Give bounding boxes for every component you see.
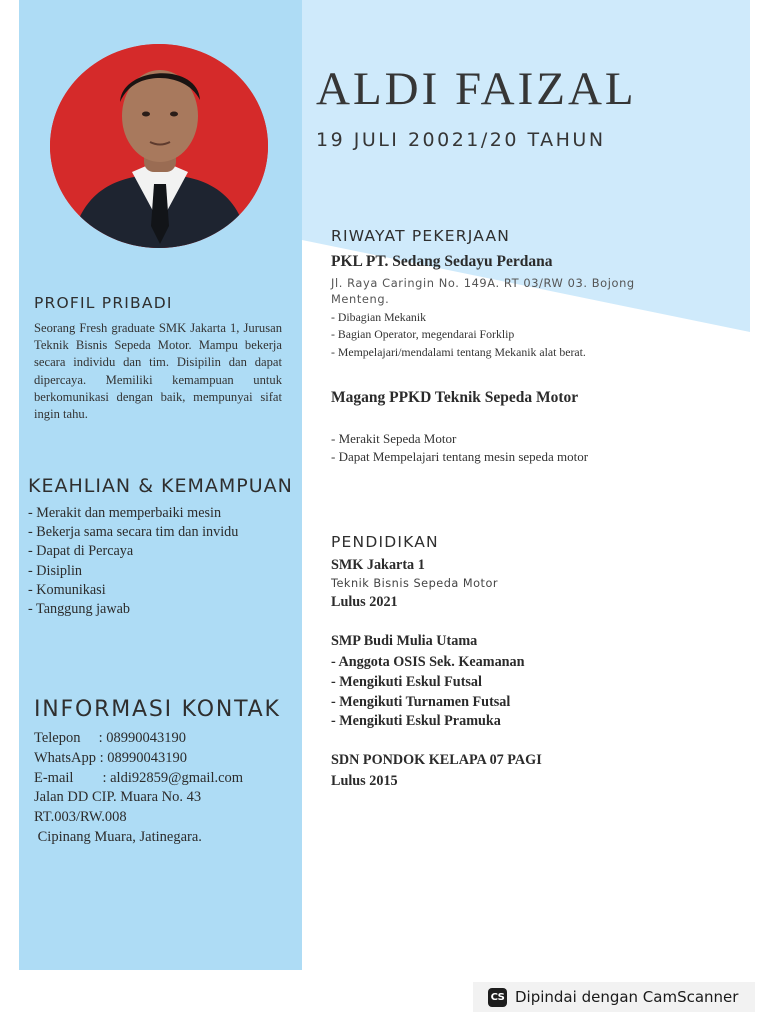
internship-duties-list <box>331 430 588 466</box>
profile-photo <box>50 44 268 248</box>
skill-item: - Merakit dan memperbaiki mesin <box>28 505 222 521</box>
job-title: PKL PT. Sedang Sedayu Perdana <box>331 253 553 270</box>
skill-item: - Komunikasi <box>28 581 106 598</box>
smp-activity-item: - Mengikuti Turnamen Futsal <box>331 693 511 710</box>
contact-address-street: Jalan DD CIP. Muara No. 43 <box>34 789 202 806</box>
contact-address-area: Cipinang Muara, Jatinegara. <box>34 828 202 845</box>
skill-item: - Disiplin <box>28 562 82 579</box>
sdn-graduation: Lulus 2015 <box>331 773 398 789</box>
contact-info <box>34 729 243 848</box>
camscanner-text: Dipindai dengan CamScanner <box>515 988 739 1006</box>
skill-item: - Tanggung jawab <box>28 601 130 618</box>
contact-phone: Telepon : 08990043190 <box>34 730 187 746</box>
job-address: Jl. Raya Caringin No. 149A. RT 03/RW 03. Bojong Menteng. <box>331 276 635 306</box>
internship-duty-item: - Dapat Mempelajari tentang mesin sepeda motor <box>331 449 589 464</box>
smk-major: Teknik Bisnis Sepeda Motor <box>331 577 499 590</box>
person-portrait-icon <box>50 44 268 248</box>
job-duty-item: - Bagian Operator, megendarai Forklip <box>331 327 515 342</box>
job-duty-item: - Mempelajari/mendalami tentang Mekanik alat berat. <box>331 344 586 359</box>
camscanner-badge <box>473 982 755 1012</box>
smp-activity-item: - Anggota OSIS Sek. Keamanan <box>331 654 525 670</box>
camscanner-icon: CS <box>488 988 507 1007</box>
smp-activities-list <box>331 653 525 732</box>
job-duty-item: - Dibagian Mekanik <box>331 310 427 324</box>
profile-heading: PROFIL PRIBADI <box>34 294 173 312</box>
contact-email: E-mail : aldi92859@gmail.com <box>34 769 244 786</box>
skills-list <box>28 504 238 619</box>
internship-duty-item: - Merakit Sepeda Motor <box>331 431 457 446</box>
skills-heading: KEAHLIAN & KEMAMPUAN <box>28 475 293 497</box>
smk-name: SMK Jakarta 1 <box>331 557 425 573</box>
smp-activity-item: - Mengikuti Eskul Futsal <box>331 673 482 690</box>
contact-heading: INFORMASI KONTAK <box>34 697 281 722</box>
sdn-name: SDN PONDOK KELAPA 07 PAGI <box>331 752 542 768</box>
contact-whatsapp: WhatsApp : 08990043190 <box>34 749 188 766</box>
skill-item: - Bekerja sama secara tim dan invidu <box>28 524 239 541</box>
candidate-name: ALDI FAIZAL <box>316 63 637 115</box>
smk-graduation: Lulus 2021 <box>331 594 398 610</box>
internship-title: Magang PPKD Teknik Sepeda Motor <box>331 389 579 406</box>
job-duties-list <box>331 309 586 361</box>
work-history-heading: RIWAYAT PEKERJAAN <box>331 227 511 245</box>
smp-name: SMP Budi Mulia Utama <box>331 633 478 649</box>
birth-date-age: 19 JULI 20021/20 TAHUN <box>316 129 606 151</box>
education-heading: PENDIDIKAN <box>331 533 439 551</box>
skill-item: - Dapat di Percaya <box>28 543 134 560</box>
contact-address-rtrw: RT.003/RW.008 <box>34 809 127 826</box>
profile-text: Seorang Fresh graduate SMK Jakarta 1, Jurusan Teknik Bisnis Sepeda Motor. Mampu bekerja secara individu dan tim. Disipilin dan dapat dipercaya. Memiliki kemampuan untuk berkomunikasi dengan baik, mempunyai sifat ingin tahu. <box>34 321 282 422</box>
smp-activity-item: - Mengikuti Eskul Pramuka <box>331 713 501 730</box>
